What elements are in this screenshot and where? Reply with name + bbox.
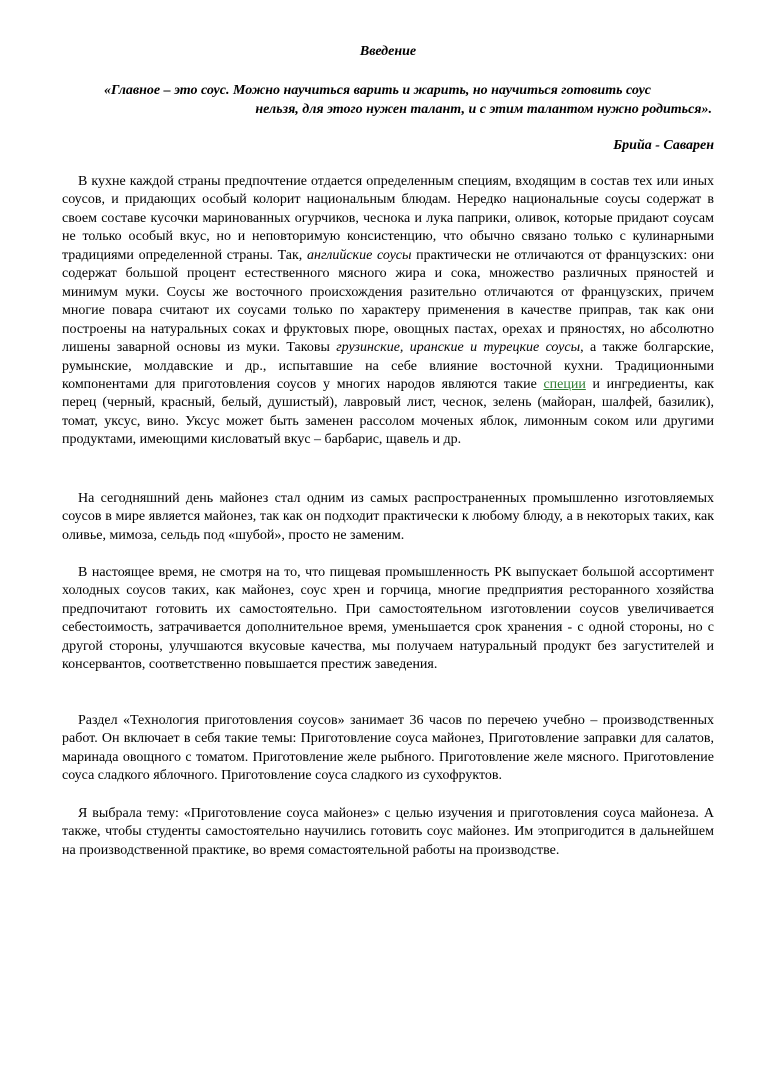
paragraph-1-text-d: и ингредиенты, как перец (черный, красный, белый, душистый), лавровый лист, чеснок, зелень (майоран, шалфей, базилик), томат, уксус, вино. Уксус может быть заменен рассолом моченых яблок, лимонным соком или другими продуктами, имеющими кисловатый вкус – барбарис, щавель и др. xyxy=(62,376,714,448)
paragraph-5: Я выбрала тему: «Приготовление соуса майонез» с целью изучения и приготовления соуса майонеза. А также, чтобы студенты самостоятельно научились готовить соус майонез. Им этопригодится в дальнейшем на производственной практике, во время сомастоятельной работы на производстве. xyxy=(62,806,714,858)
paragraph-3: В настоящее время, не смотря на то, что пищевая промышленность РК выпускает большой ассортимент холодных соусов таких, как майонез, соус хрен и горчица, многие предприятия ресторанного хозяйства предпочитают готовить их самостоятельно. При самостоятельном изготовлении соусов увеличивается себестоимость, затрачивается дополнительное время, уменьшается срок хранения - с одной стороны, но с другой стороны, улучшаются вкусовые качества, мы получаем натуральный продукт без загустителей и консервантов, соответственно повышается престиж заведения. xyxy=(62,565,714,673)
epigraph-line-1: «Главное – это соус. Можно научиться варить и жарить, но научиться готовить соус xyxy=(104,83,652,98)
epigraph-line-2: нельзя, для этого нужен талант, и с этим талантом нужно родиться». xyxy=(255,102,712,117)
epigraph-quote xyxy=(62,81,714,119)
paragraph-1-text-a: В кухне каждой страны предпочтение отдается определенным специям, входящим в состав тех или иных соусов, и придающих особый колорит национальным блюдам. Нередко национальные соусы содержат в своем составе кусочки маринованных огурчиков, чеснока и лука паприки, оливок, которые придают соусам не только особый вкус, но и неповторимую консистенцию, что обычно связано только с кулинарными традициями определенной страны. Так, xyxy=(62,174,714,263)
paragraph-1-italic-english-sauces: английские соусы xyxy=(307,247,412,263)
paragraph-4: Раздел «Технология приготовления соусов» занимает 36 часов по перечею учебно – производственных работ. Он включает в себя такие темы: Приготовление соуса майонез, Приготовление заправки для салатов, маринада овощного с томатом. Приготовление желе рыбного. Приготовление желе мясного. Приготовление соуса сладкого яблочного. Приготовление соуса сладкого из сухофруктов. xyxy=(62,713,714,784)
paragraph-1-text-c: , а также болгарские, румынские, молдавские и др., испытавшие на себе влияние восточной кухни. Традиционными компонентами для приготовления соусов у многих народов являются такие xyxy=(62,340,715,392)
paragraph-1-italic-eastern-sauces: грузинские, иранские и турецкие соусы xyxy=(336,340,581,356)
paragraph-1-text-b: практически не отличаются от французских: они содержат большой процент естественного мясного жира и сока, множество различных пряностей и минимум муки. Соусы же восточного происхождения разительно отличаются от французских, причем многие повара считают их соусами только по характеру применения в качестве приправ, так как они построены на натуральных соках и фруктовых пюре, овощных пастах, орехах и пряностях, но абсолютно лишены заварной основы из муки. Таковы xyxy=(62,247,714,356)
paragraph-2: На сегодняшний день майонез стал одним из самых распространенных промышленно изготовляемых соусов в мире является майонез, так как он подходит практически к любому блюду, а в некоторых таких, как оливье, мимоза, сельдь под «шубой», просто не заменим. xyxy=(62,491,714,543)
epigraph-author: Брийа - Саварен xyxy=(613,138,714,153)
paragraph-1 xyxy=(62,173,714,450)
spices-link[interactable]: специи xyxy=(543,376,586,392)
page-title: Введение xyxy=(359,44,417,59)
